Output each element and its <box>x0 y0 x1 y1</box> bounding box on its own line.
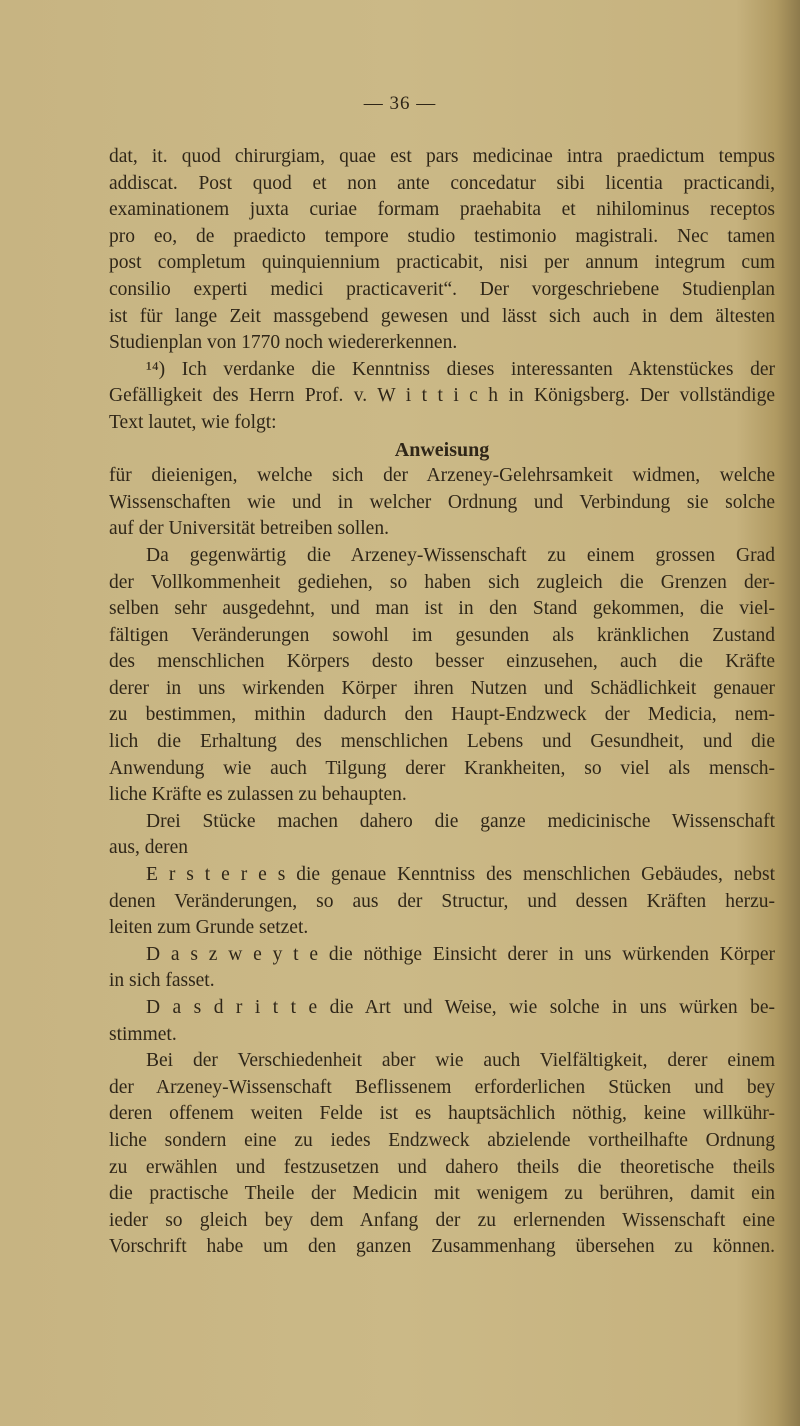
text-line: derer in uns wirkenden Körper ihren Nutzen und Schädlichkeit genauer <box>109 677 775 699</box>
text-line: D a s d r i t t e die Art und Weise, wie solche in uns würken be- <box>146 997 775 1018</box>
text-line: post completum quinquiennium practicabit, nisi per annum integrum cum <box>109 252 775 274</box>
text-line: addiscat. Post quod et non ante concedatur sibi licentia practicandi, <box>109 172 775 194</box>
text-line: auf der Universität betreiben sollen. <box>109 518 389 540</box>
text-line: liche Kräfte es zulassen zu behaupten. <box>109 784 407 806</box>
text-line: ¹⁴) Ich verdanke die Kenntniss dieses interessanten Aktenstückes der <box>146 358 775 380</box>
text-line: Studienplan von 1770 noch wiedererkennen. <box>109 332 458 354</box>
text-line: denen Veränderungen, so aus der Structur, und dessen Kräften herzu- <box>109 890 775 912</box>
text-line: dat, it. quod chirurgiam, quae est pars medicinae intra praedictum tempus <box>109 146 775 167</box>
text-line: fältigen Veränderungen sowohl im gesunden als kränklichen Zustand <box>109 624 775 646</box>
text-line: ieder so gleich bey dem Anfang der zu erlernenden Wissenschaft eine <box>109 1209 775 1231</box>
text-line: consilio experti medici practicaverit“. Der vorgeschriebene Studienplan <box>109 278 775 300</box>
page-number: — 36 — <box>363 93 437 114</box>
text-line: Da gegenwärtig die Arzeney-Wissenschaft zu einem grossen Grad <box>146 544 775 566</box>
text-line: D a s z w e y t e die nöthige Einsicht derer in uns würkenden Körper <box>146 943 775 965</box>
section-heading: Anweisung <box>394 438 490 461</box>
text-line: für dieienigen, welche sich der Arzeney-Gelehrsamkeit widmen, welche <box>109 465 775 487</box>
text-line: E r s t e r e s die genaue Kenntniss des menschlichen Gebäudes, nebst <box>146 864 775 886</box>
text-line: leiten zum Grunde setzet. <box>109 917 309 939</box>
text-line: deren offenem weiten Felde ist es hauptsächlich nöthig, keine willkühr- <box>109 1103 775 1125</box>
text-line: Wissenschaften wie und in welcher Ordnung und Verbindung sie solche <box>109 491 775 513</box>
text-line: der Vollkommenheit gediehen, so haben sich zugleich die Grenzen der- <box>109 571 775 593</box>
text-line: Vorschrift habe um den ganzen Zusammenhang übersehen zu können. <box>109 1236 775 1258</box>
text-line: examinationem juxta curiae formam praehabita et nihilominus receptos <box>109 199 775 221</box>
text-line: in sich fasset. <box>109 970 215 992</box>
text-line: pro eo, de praedicto tempore studio testimonio magistrali. Nec tamen <box>109 225 775 247</box>
text-line: ist für lange Zeit massgebend gewesen und lässt sich auch in dem ältesten <box>109 305 775 327</box>
text-line: liche sondern eine zu iedes Endzweck abzielende vortheilhafte Ordnung <box>109 1129 775 1151</box>
text-line: die practische Theile der Medicin mit wenigem zu berühren, damit ein <box>109 1183 775 1205</box>
text-line: Bei der Verschiedenheit aber wie auch Vielfältigkeit, derer einem <box>146 1050 775 1072</box>
text-line: Drei Stücke machen dahero die ganze medicinische Wissenschaft <box>146 810 775 832</box>
text-line: zu erwählen und festzusetzen und dahero theils die theoretische theils <box>109 1156 775 1178</box>
text-line: zu bestimmen, mithin dadurch den Haupt-Endzweck der Medicia, nem- <box>109 704 775 726</box>
text-line: des menschlichen Körpers desto besser einzusehen, auch die Kräfte <box>109 651 775 673</box>
text-line: Anwendung wie auch Tilgung derer Krankheiten, so viel als mensch- <box>109 757 775 779</box>
body-text <box>109 144 775 1261</box>
text-line: Gefälligkeit des Herrn Prof. v. W i t t i c h in Königsberg. Der vollständige <box>109 385 775 407</box>
text-line: der Arzeney-Wissenschaft Beflissenem erforderlichen Stücken und bey <box>109 1076 775 1098</box>
text-line: aus, deren <box>109 837 189 859</box>
text-line: stimmet. <box>109 1023 177 1045</box>
text-line: lich die Erhaltung des menschlichen Lebens und Gesundheit, und die <box>109 731 775 753</box>
text-line: selben sehr ausgedehnt, und man ist in den Stand gekommen, die viel- <box>109 598 775 620</box>
text-line: Text lautet, wie folgt: <box>109 411 277 433</box>
